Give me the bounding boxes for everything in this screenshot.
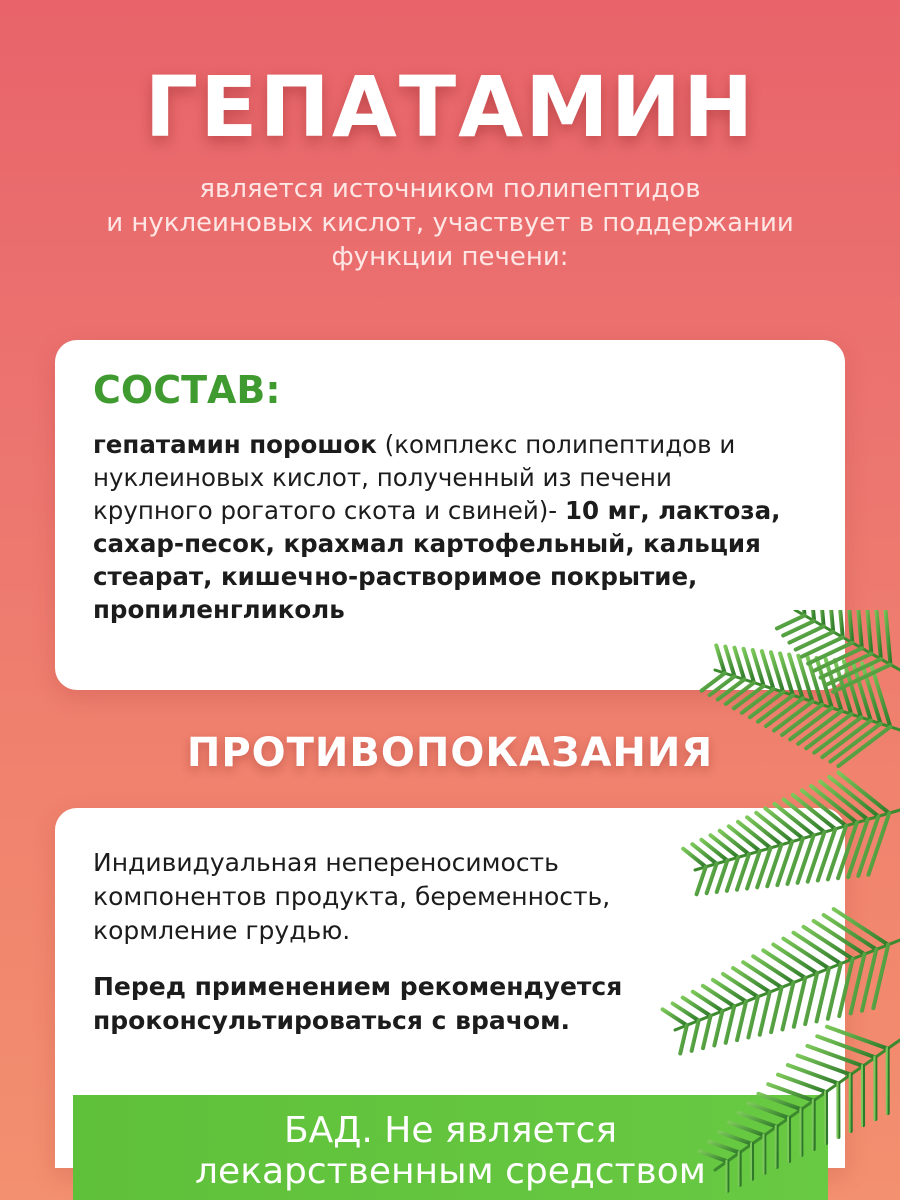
composition-text: [93, 428, 793, 626]
page-subtitle: является источником полипептидов и нуклеиновых кислот, участвует в поддержании функции печени:: [106, 174, 794, 272]
contraindications-heading: ПРОТИВОПОКАЗАНИЯ: [186, 730, 714, 776]
composition-tail-bold: 10 мг, лактоза, сахар-песок, крахмал картофельный, кальция стеарат, кишечно-растворимое покрытие, пропиленгликоль: [93, 496, 781, 624]
banner-line-2: лекарственным средством: [195, 1151, 706, 1192]
page-title: ГЕПАТАМИН: [144, 58, 756, 156]
composition-lead-rest: (комплекс полипептидов и нуклеиновых кислот, полученный из печени крупного рогатого скота и свиней)-: [93, 430, 736, 525]
doctor-warning: Перед применением рекомендуется проконсультироваться с врачом.: [93, 972, 623, 1035]
contraindications-text: Индивидуальная непереносимость компонентов продукта, беременность, кормление грудью.: [93, 848, 611, 945]
banner-line-1: БАД. Не является: [283, 1110, 618, 1151]
composition-lead-bold: гепатамин порошок: [93, 430, 377, 459]
composition-heading: СОСТАВ:: [93, 368, 281, 412]
palm-leaf-icon: [655, 610, 900, 1200]
